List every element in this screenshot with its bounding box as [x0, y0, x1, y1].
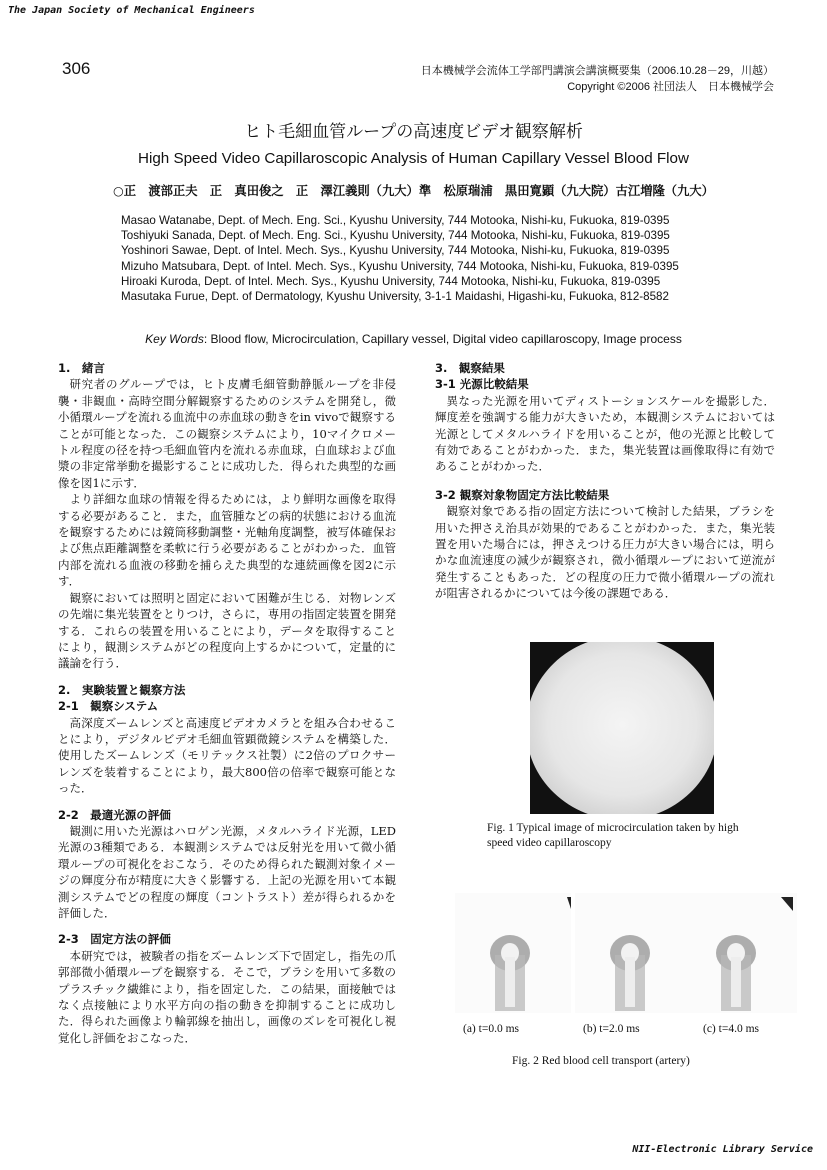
- figure-2c-image: [681, 893, 797, 1013]
- body-paragraph: 観測に用いた光源はハロゲン光源，メタルハライド光源，LED光源の3種類である．本観測システムでは反射光を用いて微小循環ループの可視化をおこなう．そのため得られた観測対象イメージの輝度分布が精度に大きく影響する．上記の光源を用いて本観測システムでどの程度の輝度（コントラスト）差が得られるかを評価した．: [58, 823, 396, 920]
- author-affiliation: Masutaka Furue, Dept. of Dermatology, Kyushu University, 3-1-1 Maidashi, Higashi-ku, Fukuoka, 812-8582: [121, 290, 669, 304]
- authors-english-list: [121, 213, 761, 304]
- page-number: 306: [62, 59, 91, 78]
- figure-2a-image: [455, 893, 571, 1013]
- author-affiliation: Hiroaki Kuroda, Dept. of Intel. Mech. Sys., Kyushu University, 744 Motooka, Nishi-ku, Fukuoka, 819-0395: [121, 274, 661, 288]
- figure-2a-label: (a) t=0.0 ms: [463, 1023, 519, 1035]
- copyright-line: Copyright ©2006 社団法人 日本機械学会: [567, 81, 774, 93]
- title-japanese: ヒト毛細血管ループの高速度ビデオ観察解析: [244, 122, 583, 142]
- figure-2c-label: (c) t=4.0 ms: [703, 1023, 759, 1035]
- subsection-heading: 2-1 観察システム: [58, 699, 159, 714]
- subsection-heading: 3-1 光源比較結果: [435, 377, 529, 392]
- author-affiliation: Mizuho Matsubara, Dept. of Intel. Mech. Sys., Kyushu University, 744 Motooka, Nishi-ku, Fukuoka, 819-0395: [121, 259, 679, 273]
- keywords-label: Key Words: [145, 332, 204, 346]
- title-english: High Speed Video Capillaroscopic Analysis of Human Capillary Vessel Blood Flow: [138, 150, 689, 167]
- keywords-text: : Blood flow, Microcirculation, Capillary vessel, Digital video capillaroscopy, Image process: [203, 332, 682, 346]
- body-paragraph: 異なった光源を用いてディストーションスケールを撮影した．輝度差を強調する能力が大きいため，本観測システムにおいては光源としてメタルハライドを用いることが，他の光源と比較して有効であることがわかった．また，集光装置は画像取得に有効であることがわかった．: [435, 393, 775, 474]
- body-paragraph: より詳細な血球の情報を得るためには，より鮮明な画像を取得する必要があること．また，血管腫などの病的状態における血流を観察するためには鏡筒移動調整・光軸角度調整，被写体確保および焦点距離調整を柔軟に行う必要があることがわかった．血管内部を流れる血液の移動を捕らえた典型的な連続画像を図2に示す．: [58, 492, 396, 589]
- subsection-heading: 2-2 最適光源の評価: [58, 807, 171, 822]
- author-affiliation: Masao Watanabe, Dept. of Mech. Eng. Sci., Kyushu University, 744 Motooka, Nishi-ku, Fukuoka, 819-0395: [121, 214, 670, 227]
- body-paragraph: 観察対象である指の固定方法について検討した結果，ブラシを用いた押さえ治具が効果的であることがわかった．また，集光装置を用いた場合には，押さえつける圧力が大きい場合には，明らかな血流速度の減少が観察され，微小循環ループにおいて逆流が発生することもあった．どの程度の圧力で微小循環ループの流れが阻害されるかについては今後の課題である．: [435, 504, 775, 601]
- figure-2b-image: [575, 893, 691, 1013]
- footer-service: NII-Electronic Library Service: [632, 1144, 813, 1155]
- section-heading: 3. 観察結果: [435, 361, 505, 375]
- author-affiliation: Toshiyuki Sanada, Dept. of Mech. Eng. Sci., Kyushu University, 744 Motooka, Nishi-ku, Fukuoka, 819-0395: [121, 229, 670, 243]
- author-affiliation: Yoshinori Sawae, Dept. of Intel. Mech. Sys., Kyushu University, 744 Motooka, Nishi-ku, Fukuoka, 819-0395: [121, 244, 670, 258]
- body-paragraph: 研究者のグループでは，ヒト皮膚毛細管動静脈ループを非侵襲・非観血・高時空間分解観察するためのシステムを開発し，微小循環ループを流れる血流中の赤血球の動きをin vivoで観察することが可能となった．この観察システムにより，10マイクロメートル程度の径を持つ毛細血管内を流れる赤血球，白血球および血漿の非定常挙動を撮影することに成功した．得られた典型的な画像を図1に示す．: [58, 377, 396, 490]
- body-paragraph: 本研究では，被験者の指をズームレンズ下で固定し，指先の爪郭部微小循環ループを観察する．そこで，ブラシを用いて多数のプラスチック繊維により，指を固定した．この結果，面接触ではなく点接触により水平方向の指の動きを抑制することに成功した．得られた画像より輪郭線を抽出し，画像のズレを可視化し視覚化し評価をおこなった．: [58, 948, 396, 1045]
- authors-japanese: ○正 渡部正夫 正 真田俊之 正 澤江義則（九大）準 松原瑞浦 黒田寛顕（九大院）古江増隆（九大）: [113, 184, 714, 198]
- society-header: The Japan Society of Mechanical Engineers: [8, 5, 255, 16]
- right-column: [435, 360, 775, 602]
- proceedings-line: 日本機械学会流体工学部門講演会講演概要集（2006.10.28－29，川越）: [420, 65, 774, 77]
- figure-2b-label: (b) t=2.0 ms: [583, 1023, 640, 1035]
- figure-1-image: [530, 642, 714, 814]
- body-paragraph: 観察においては照明と固定において困難が生じる．対物レンズの先端に集光装置をとりつけ，さらに，専用の指固定装置を開発する．これらの装置を用いることにより，データを取得することにより，観測システムがどの程度向上するかについて，定量的に議論を行う．: [58, 590, 396, 671]
- keywords-line: [0, 332, 827, 346]
- figure-2-caption: Fig. 2 Red blood cell transport (artery): [512, 1055, 690, 1067]
- body-paragraph: 高深度ズームレンズと高速度ビデオカメラとを組み合わせることにより，デジタルビデオ毛細血管顕微鏡システムを構築した．使用したズームレンズ（モリテックス社製）に2倍のプロクサーレンズを装着することにより，最大800倍の倍率で観察可能となった．: [58, 715, 396, 796]
- subsection-heading: 2-3 固定方法の評価: [58, 932, 171, 947]
- section-heading: 2. 実験装置と観察方法: [58, 682, 186, 697]
- left-column: [58, 360, 396, 1046]
- section-heading: 1. 緒言: [58, 361, 105, 375]
- figure-1-caption: Fig. 1 Typical image of microcirculation taken by high speed video capillaroscopy: [487, 822, 739, 849]
- subsection-heading: 3-2 観察対象物固定方法比較結果: [435, 487, 610, 502]
